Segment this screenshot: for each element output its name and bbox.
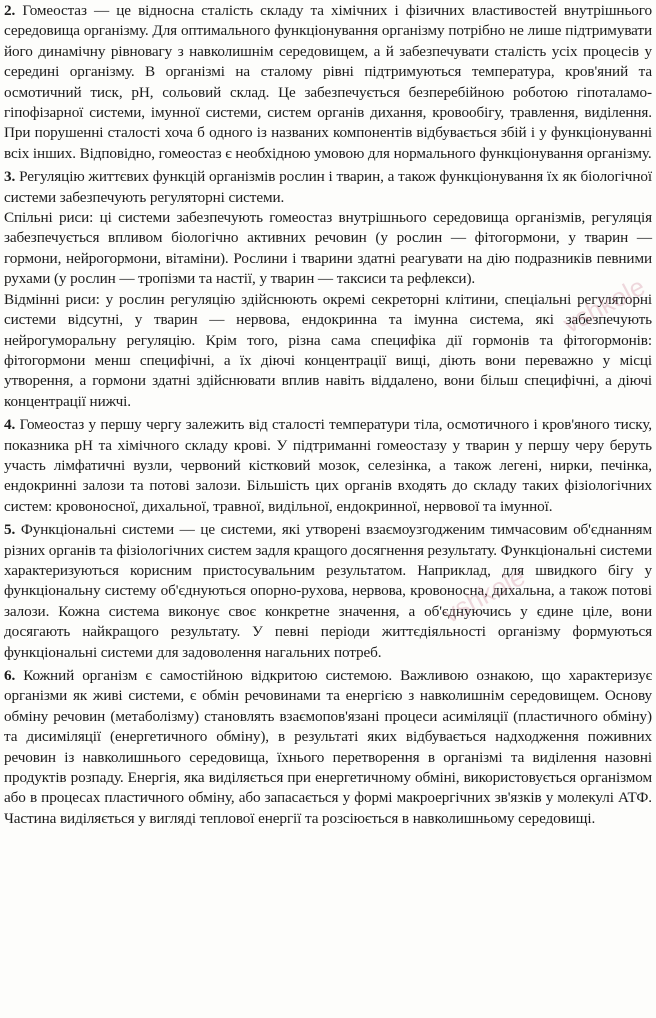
- answer-number: 2.: [4, 2, 16, 19]
- answer-6: [4, 666, 652, 829]
- answer-number: 5.: [4, 521, 16, 539]
- answer-number: 3.: [4, 168, 16, 186]
- answer-2: [4, 1, 652, 164]
- answer-text: Спільні риси: ці системи забезпечують гомеостаз внутрішнього середовища організмів, регуляція забезпечується впливом біологічно активних речовин (у рослин — фітогормони, у тварин — гормони, нейрогормони, вітаміни). Рослини і тварини здатні реагувати на дію подразників певними рухами (у рослин — тропізми та настії, у тварин — таксиси та рефлекси).: [4, 209, 652, 288]
- answer-text: Відмінні риси: у рослин регуляцію здійснюють окремі секреторні клітини, спеціальні регуляторні системи відсутні, у тварин — нервова, ендокринна та імунна система, які забезпечують нейрогуморальну регуляцію. Крім того, різна сама специфіка дії гормонів та фітогормонів: фітогормони менш специфічні, а їх діючі концентрації вищі, діють вони переважно у місці утворення, а гормони здатні здійснювати вплив навіть віддалено, вони більш специфічні, а діючі концентрації нижчі.: [4, 290, 652, 410]
- answer-text: Гомеостаз у першу чергу залежить від сталості температури тіла, осмотичного і кров'яного тиску, показника pH та хімічного складу крові. У підтриманні гомеостазу у тварин у першу черу беруть участь лімфатичні вузли, червоний кістковий мозок, селезінка, а також легені, нирки, печінка, ендокринні залози та потові залози. Більшість цих органів входять до складу таких фізіологічних систем: кровоносної, дихальної, травної, видільної, ендокринної, нервової та імунної.: [4, 416, 653, 515]
- watermark: vshkole: [437, 561, 530, 629]
- answer-4: [4, 415, 652, 517]
- document-page: [4, 1, 652, 832]
- answer-text: Функціональні системи — це системи, які утворені взаємоузгодженим тимчасовим об'єднанням різних органів та фізіологічних систем задля кращого досягнення результату. Функціональні системи характеризуються корисним пристосувальним результатом. Наприклад, для швидкого бігу у функціональну систему об'єднуються опорно-рухова, нервова, кровоносна, дихальна, а також потові залози. Кожна система виконує своє конкретне значення, а об'єднуючись у єдине ціле, вони досягають найкращого результату. У певні періоди життєдіяльності організму формуються функціональні системи для задоволення нагальних потреб.: [4, 521, 652, 661]
- answer-text: Гомеостаз — це відносна сталість складу та хімічних і фізичних властивостей внутрішнього середовища організму. Для оптимального функціонування організму потрібно не лише підтримувати його динамічну рівновагу з навколишнім середовищем, а й забезпечувати сталість усіх процесів у середині організму. В організмі на сталому рівні підтримуються температура, кров'яний та осмотичний тиск, pH, сольовий склад. Це забезпечується безперебійною роботою гіпоталамо-гіпофізарної системи, імунної системи, систем органів дихання, кровообігу, травлення, виділення. При порушенні сталості хоча б одного із названих компонентів відбувається збій і у функціонуванні всіх інших. Відповідно, гомеостаз є необхідною умовою для нормального функціонування організму.: [4, 2, 653, 162]
- answer-text: Кожний організм є самостійною відкритою системою. Важливою ознакою, що характеризує організми як живі системи, є обмін речовинами та енергією з навколишнім середовищем. Основу обміну речовин (метаболізму) становлять взаємопов'язані процеси асиміляції (пластичного обміну) та дисиміляції (енергетичного обміну), в результаті яких відбувається надходження поживних речовин із навколишнього середовища, їхнього перетворення в організмі та виділення назовні продуктів розпаду. Енергія, яка виділяється при енергетичному обміні, використовується організмом або в процесах пластичного обміну, або запасається у формі макроергічних зв'язків у молекулі АТФ. Частина виділяється у вигляді теплової енергії та розсіюється в навколишньому середовищі.: [4, 667, 652, 827]
- answer-number: 6.: [4, 667, 16, 684]
- watermark: vshkole: [557, 271, 650, 339]
- answer-5: [4, 520, 652, 663]
- answer-3: [4, 167, 652, 412]
- answer-number: 4.: [4, 416, 16, 434]
- answer-text: Регуляцію життєвих функцій організмів рослин і тварин, а також функціонування їх як біологічної системи забезпечують регуляторні системи.: [4, 168, 652, 206]
